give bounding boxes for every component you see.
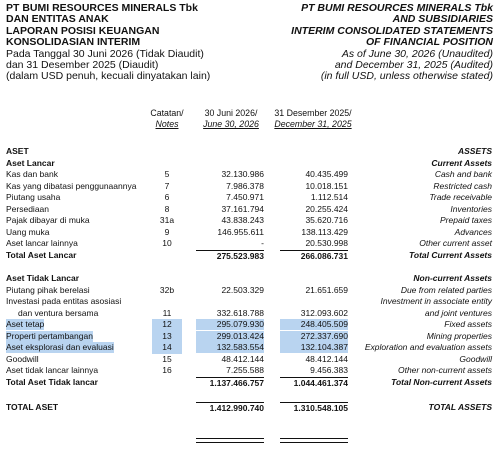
row-value-2026: 32.130.986 bbox=[221, 169, 264, 179]
row-label-en: Non-current Assets bbox=[413, 273, 492, 283]
row-value-2026: - bbox=[261, 238, 264, 248]
row-value-2025: 9.456.383 bbox=[310, 365, 348, 375]
table-row-total bbox=[0, 250, 500, 262]
row-note: 5 bbox=[164, 169, 170, 179]
row-note: 8 bbox=[164, 203, 170, 214]
subsidiaries-id: DAN ENTITAS ANAK bbox=[6, 13, 109, 26]
row-label: Uang muka bbox=[6, 226, 50, 237]
row-note: 13 bbox=[152, 331, 182, 343]
column-header-2025: 31 Desember 2025/ December 31, 2025 bbox=[274, 108, 352, 129]
row-label: TOTAL ASET bbox=[6, 402, 59, 412]
date-line-id-1: Pada Tanggal 30 Juni 2026 (Tidak Diaudit) bbox=[6, 47, 204, 60]
row-label-en: and joint ventures bbox=[424, 307, 492, 318]
row-value-2026: 7.255.588 bbox=[226, 365, 264, 375]
header-left bbox=[6, 3, 210, 83]
row-label-en: Goodwill bbox=[459, 353, 492, 364]
statement-title-id-1: LAPORAN POSISI KEUANGAN bbox=[6, 24, 160, 37]
row-note: 32b bbox=[159, 284, 175, 295]
row-value-2025: 1.044.461.374 bbox=[280, 377, 348, 390]
row-label: Kas dan bank bbox=[6, 169, 58, 179]
row-value-2026: 7.450.971 bbox=[226, 192, 264, 202]
table-row bbox=[0, 273, 500, 285]
row-note: 14 bbox=[152, 342, 182, 354]
row-label-en: Other current asset bbox=[419, 238, 492, 248]
table-row-grand-total bbox=[0, 402, 500, 414]
row-label: Aset Lancar bbox=[6, 157, 55, 168]
date-line-en-2: and December 31, 2025 (Audited) bbox=[334, 59, 493, 72]
balance-sheet-table bbox=[0, 146, 500, 414]
table-row bbox=[0, 308, 500, 320]
row-label: Aset eksplorasi dan evaluasi bbox=[6, 342, 114, 352]
row-label: ASET bbox=[6, 146, 29, 156]
table-row bbox=[0, 365, 500, 377]
date-line-en-1: As of June 30, 2026 (Unaudited) bbox=[341, 47, 493, 60]
table-row bbox=[0, 146, 500, 158]
row-label: Pajak dibayar di muka bbox=[6, 215, 90, 225]
row-label: Kas yang dibatasi penggunaannya bbox=[6, 180, 137, 191]
column-header-2026: 30 Juni 2026/ June 30, 2026 bbox=[203, 108, 259, 129]
table-row bbox=[0, 285, 500, 297]
row-value-2025: 312.093.602 bbox=[300, 307, 348, 318]
row-value-2025: 48.412.144 bbox=[305, 353, 348, 364]
row-note: 16 bbox=[162, 365, 172, 375]
row-value-2026: 332.618.788 bbox=[216, 307, 264, 318]
table-row-highlighted bbox=[0, 342, 500, 354]
row-label: Total Aset Tidak lancar bbox=[6, 376, 98, 387]
row-label-en: Restricted cash bbox=[433, 180, 492, 191]
row-label-en: Inventories bbox=[450, 203, 492, 214]
row-label: Aset lancar lainnya bbox=[6, 238, 78, 248]
row-label-en: Prepaid taxes bbox=[440, 215, 492, 225]
row-label: Properti pertambangan bbox=[6, 330, 93, 341]
row-value-2025: 138.113.429 bbox=[301, 226, 348, 237]
date-line-id-2: dan 31 Desember 2025 (Diaudit) bbox=[6, 59, 159, 72]
row-value-2025: 10.018.151 bbox=[305, 180, 348, 191]
column-header-notes: Catatan/ Notes bbox=[150, 108, 184, 129]
row-label: Goodwill bbox=[6, 353, 39, 364]
table-row bbox=[0, 192, 500, 204]
row-label-en: Investment in associate entity bbox=[380, 296, 492, 306]
row-label-en: Fixed assets bbox=[444, 319, 492, 329]
row-value-2026: 22.503.329 bbox=[221, 284, 264, 295]
row-value-2026: 43.838.243 bbox=[221, 215, 264, 225]
company-name-en: PT BUMI RESOURCES MINERALS Tbk bbox=[301, 2, 493, 14]
table-row bbox=[0, 296, 500, 308]
row-value-2026: 1.412.990.740 bbox=[196, 402, 264, 415]
row-note: 9 bbox=[164, 226, 170, 237]
row-value-2025: 20.530.998 bbox=[305, 238, 348, 248]
header-right bbox=[291, 3, 493, 83]
row-value-2026: 48.412.144 bbox=[221, 353, 264, 364]
statement-title-id-2: KONSOLIDASIAN INTERIM bbox=[6, 36, 141, 49]
row-value-2025: 272.337.690 bbox=[280, 331, 348, 342]
row-label-en: Mining properties bbox=[426, 330, 492, 341]
row-value-2026: 37.161.794 bbox=[221, 203, 264, 214]
table-row-total bbox=[0, 377, 500, 389]
currency-note-en: (in full USD, unless otherwise stated) bbox=[320, 70, 493, 83]
row-label: dan ventura bersama bbox=[18, 307, 99, 318]
table-row-highlighted bbox=[0, 331, 500, 343]
row-label-en: Current Assets bbox=[431, 157, 492, 168]
row-label: Investasi pada entitas asosiasi bbox=[6, 296, 122, 306]
row-label-en: Trade receivable bbox=[429, 192, 492, 202]
row-value-2026: 1.137.466.757 bbox=[196, 377, 264, 390]
row-label: Persediaan bbox=[6, 203, 50, 214]
spacer-row bbox=[0, 388, 500, 402]
row-note: 11 bbox=[162, 307, 172, 318]
row-label-en: Total Current Assets bbox=[409, 249, 492, 260]
row-label: Piutang pihak berelasi bbox=[6, 284, 90, 295]
table-row bbox=[0, 215, 500, 227]
row-note: 15 bbox=[162, 353, 172, 364]
currency-note-id: (dalam USD penuh, kecuali dinyatakan lain) bbox=[6, 70, 211, 83]
row-label-en: TOTAL ASSETS bbox=[428, 402, 492, 412]
company-name-id: PT BUMI RESOURCES MINERALS Tbk bbox=[6, 2, 198, 14]
table-row bbox=[0, 227, 500, 239]
row-value-2026: 299.013.424 bbox=[196, 331, 264, 342]
row-note: 12 bbox=[152, 319, 182, 331]
statement-title-en-2: OF FINANCIAL POSITION bbox=[366, 36, 493, 49]
row-value-2025: 132.104.387 bbox=[280, 342, 348, 353]
row-label-en: Total Non-current Assets bbox=[391, 376, 492, 387]
row-value-2026: 146.955.611 bbox=[217, 226, 264, 237]
table-row bbox=[0, 238, 500, 250]
double-underline-2025 bbox=[280, 438, 348, 443]
row-note: 6 bbox=[164, 192, 170, 202]
row-value-2025: 266.086.731 bbox=[280, 250, 348, 263]
table-row bbox=[0, 181, 500, 193]
row-value-2026: 7.986.378 bbox=[226, 180, 264, 191]
row-value-2025: 1.310.548.105 bbox=[280, 402, 348, 415]
row-value-2026: 295.079.930 bbox=[196, 319, 264, 330]
row-value-2025: 248.405.509 bbox=[280, 319, 348, 330]
row-value-2025: 1.112.514 bbox=[310, 192, 348, 202]
table-row-highlighted bbox=[0, 319, 500, 331]
row-value-2026: 132.583.554 bbox=[196, 342, 264, 353]
row-label: Piutang usaha bbox=[6, 192, 61, 202]
row-label-en: ASSETS bbox=[457, 146, 492, 156]
row-label: Total Aset Lancar bbox=[6, 249, 77, 260]
row-label-en: Other non-current assets bbox=[397, 365, 492, 375]
row-note: 7 bbox=[164, 180, 170, 191]
subsidiaries-en: AND SUBSIDIARIES bbox=[392, 13, 493, 26]
spacer-row bbox=[0, 261, 500, 273]
row-label-en: Due from related parties bbox=[400, 284, 492, 295]
row-label-en: Cash and bank bbox=[434, 169, 492, 179]
table-row bbox=[0, 354, 500, 366]
statement-title-en-1: INTERIM CONSOLIDATED STATEMENTS bbox=[291, 24, 493, 37]
row-value-2025: 20.255.424 bbox=[305, 203, 348, 214]
row-label: Aset tidak lancar lainnya bbox=[6, 365, 99, 375]
row-label: Aset tetap bbox=[6, 319, 45, 329]
table-row bbox=[0, 169, 500, 181]
row-label-en: Advances bbox=[454, 226, 492, 237]
table-row bbox=[0, 158, 500, 170]
table-row bbox=[0, 204, 500, 216]
row-value-2026: 275.523.983 bbox=[196, 250, 264, 263]
row-note: 31a bbox=[159, 215, 175, 225]
row-value-2025: 21.651.659 bbox=[305, 284, 348, 295]
row-value-2025: 40.435.499 bbox=[305, 169, 348, 179]
row-note: 10 bbox=[162, 238, 172, 248]
double-underline-2026 bbox=[196, 438, 264, 443]
row-value-2025: 35.620.716 bbox=[305, 215, 348, 225]
row-label: Aset Tidak Lancar bbox=[6, 273, 80, 283]
row-label-en: Exploration and evaluation assets bbox=[364, 342, 492, 352]
